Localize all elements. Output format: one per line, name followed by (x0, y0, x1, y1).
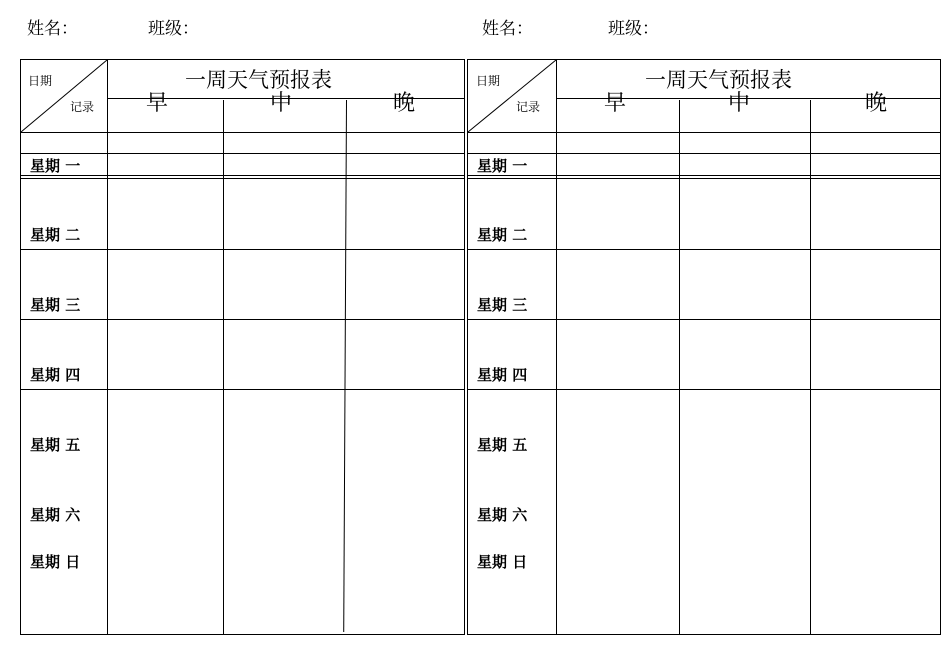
diagonal-header-line (21, 60, 108, 133)
table-title: 一周天气预报表 (185, 68, 332, 92)
class-label: 班级： (148, 19, 199, 39)
day-label-sat: 星期 六 (30, 506, 81, 524)
name-label: 姓名： (482, 19, 533, 39)
day-label-mon: 星期 一 (30, 157, 81, 175)
day-label-mon: 星期 一 (477, 157, 528, 175)
corner-record-label: 记录 (70, 100, 95, 114)
day-label-fri: 星期 五 (477, 436, 528, 454)
name-label: 姓名： (27, 19, 78, 39)
weather-table-left (20, 59, 465, 635)
day-label-sun: 星期 日 (477, 553, 528, 571)
class-label: 班级： (608, 19, 659, 39)
column-noon: 中 (270, 91, 293, 116)
corner-record-label: 记录 (516, 100, 541, 114)
day-label-tue: 星期 二 (30, 226, 81, 244)
day-label-wed: 星期 三 (477, 296, 528, 314)
day-label-tue: 星期 二 (477, 226, 528, 244)
day-label-wed: 星期 三 (30, 296, 81, 314)
diagonal-header-line (468, 60, 557, 133)
table-title: 一周天气预报表 (645, 68, 792, 92)
column-evening: 晚 (393, 91, 416, 116)
column-evening: 晚 (865, 91, 888, 116)
day-label-sat: 星期 六 (477, 506, 528, 524)
column-noon: 中 (728, 91, 751, 116)
corner-date-label: 日期 (476, 74, 501, 88)
corner-date-label: 日期 (28, 74, 53, 88)
column-morning: 早 (146, 91, 169, 116)
day-label-thu: 星期 四 (477, 366, 528, 384)
column-morning: 早 (604, 91, 627, 116)
day-label-fri: 星期 五 (30, 436, 81, 454)
day-label-thu: 星期 四 (30, 366, 81, 384)
day-label-sun: 星期 日 (30, 553, 81, 571)
weather-table-right (467, 59, 941, 635)
